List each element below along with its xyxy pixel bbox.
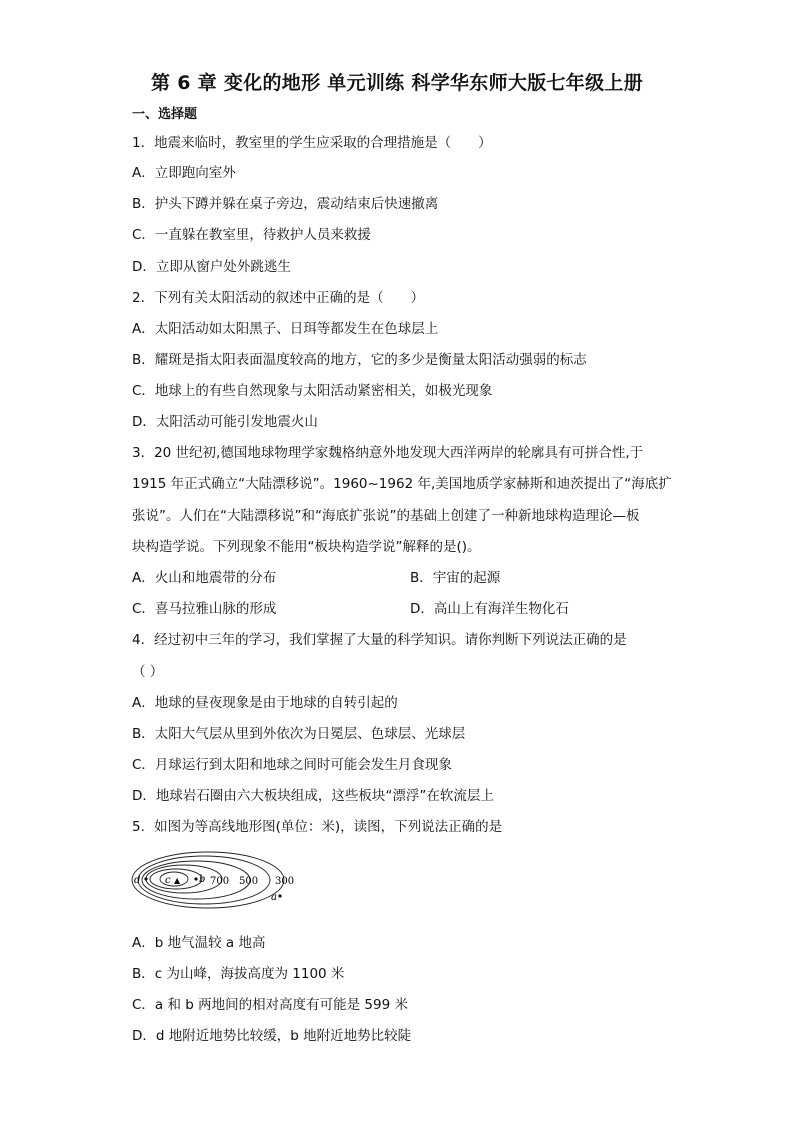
document-title: 第 6 章 变化的地形 单元训练 科学华东师大版七年级上册 xyxy=(151,72,643,94)
q3-stem-line-4: 块构造学说。下列现象不能用“板块构造学说”解释的是()。 xyxy=(132,539,481,555)
q4-option-a: A．地球的昼夜现象是由于地球的自转引起的 xyxy=(132,695,398,711)
q5-option-d: D．d 地附近地势比较缓，b 地附近地势比较陡 xyxy=(132,1028,412,1044)
point-b-dot xyxy=(194,877,197,880)
point-a-label: a xyxy=(271,892,277,903)
q1-option-b: B．护头下蹲并躲在桌子旁边，震动结束后快速撤离 xyxy=(132,196,439,212)
q1-option-d: D．立即从窗户处外跳逃生 xyxy=(132,259,291,275)
q2-option-d: D．太阳活动可能引发地震火山 xyxy=(132,414,318,430)
q2-option-a: A．太阳活动如太阳黑子、日珥等都发生在色球层上 xyxy=(132,321,439,337)
q3-stem-line-3: 张说”。人们在“大陆漂移说”和“海底扩张说”的基础上创建了一种新地球构造理论—板 xyxy=(132,508,640,524)
q1-stem: 1．地震来临时，教室里的学生应采取的合理措施是（ ） xyxy=(132,135,492,151)
point-c-label: c xyxy=(165,875,171,886)
q3-option-c: C．喜马拉雅山脉的形成 xyxy=(132,601,277,617)
q3-stem-line-1: 3．20 世纪初,德国地球物理学家魏格纳意外地发现大西洋两岸的轮廓具有可拼合性,于 xyxy=(132,445,644,461)
q3-stem-line-2: 1915 年正式确立“大陆漂移说”。1960~1962 年,美国地质学家赫斯和迪茨提出了“海底扩 xyxy=(132,476,672,492)
q5-option-a: A．b 地气温较 a 地高 xyxy=(132,935,266,951)
contour-map-figure xyxy=(130,850,305,910)
q4-option-c: C．月球运行到太阳和地球之间时可能会发生月食现象 xyxy=(132,757,452,773)
q2-option-b: B．耀斑是指太阳表面温度较高的地方，它的多少是衡量太阳活动强弱的标志 xyxy=(132,352,587,368)
q3-option-b: B．宇宙的起源 xyxy=(410,570,501,586)
peak-marker-icon: ▲ xyxy=(174,876,181,885)
q3-option-a: A．火山和地震带的分布 xyxy=(132,570,277,586)
q4-option-b: B．太阳大气层从里到外依次为日冕层、色球层、光球层 xyxy=(132,726,466,742)
point-d-label: d xyxy=(134,875,141,886)
contour-label-300: 300 xyxy=(275,876,295,887)
q1-option-a: A．立即跑向室外 xyxy=(132,165,236,181)
contour-label-500: 500 xyxy=(239,876,259,887)
q2-option-c: C．地球上的有些自然现象与太阳活动紧密相关，如极光现象 xyxy=(132,383,493,399)
q2-stem: 2．下列有关太阳活动的叙述中正确的是（ ） xyxy=(132,290,425,306)
point-b-label: b xyxy=(199,874,206,885)
point-a-dot xyxy=(278,894,281,897)
contour-map-svg xyxy=(130,850,305,910)
section-heading: 一、选择题 xyxy=(132,107,198,122)
q5-option-b: B．c 为山峰，海拔高度为 1100 米 xyxy=(132,966,345,982)
q4-option-d: D．地球岩石圈由六大板块组成，这些板块“漂浮”在软流层上 xyxy=(132,788,494,804)
q3-option-d: D．高山上有海洋生物化石 xyxy=(410,601,569,617)
q4-stem-line-2: （ ） xyxy=(132,664,164,680)
contour-line-300 xyxy=(132,852,284,908)
q5-stem: 5．如图为等高线地形图(单位：米)，读图，下列说法正确的是 xyxy=(132,819,503,835)
contour-label-700: 700 xyxy=(210,876,230,887)
q4-stem-line-1: 4．经过初中三年的学习，我们掌握了大量的科学知识。请你判断下列说法正确的是 xyxy=(132,632,627,648)
q5-option-c: C．a 和 b 两地间的相对高度有可能是 599 米 xyxy=(132,997,408,1013)
q1-option-c: C．一直躲在教室里，待救护人员来救援 xyxy=(132,227,371,243)
point-d-dot xyxy=(144,877,147,880)
